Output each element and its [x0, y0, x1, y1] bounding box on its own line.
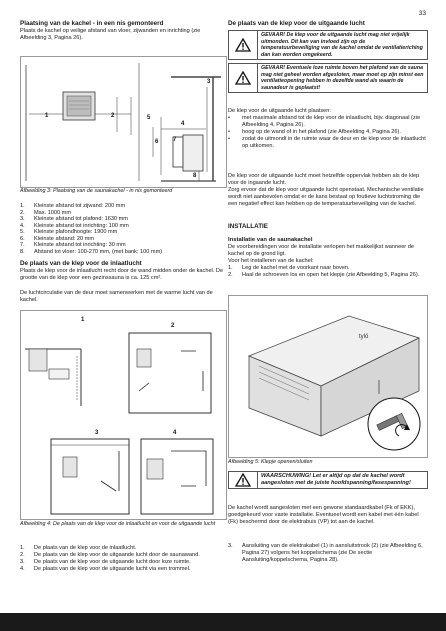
inlet-text-2: De luchtcirculatie van de deur moet samenwerken met de warme lucht van de kachel.	[20, 290, 213, 303]
figure-3-drawing	[21, 57, 226, 187]
subheading-install-heater: Installatie van de saunakachel	[228, 237, 313, 243]
fig3-label-5: 5	[147, 115, 151, 121]
vent-position-list	[20, 545, 225, 573]
list-item: 1. De plaats van de klep voor de inlaatlucht.	[20, 545, 137, 551]
fig3-label-2: 2	[111, 113, 115, 119]
list-item: 3. Aansluiting van de elektrakabel (1) in aansluitstrook (2) (zie Afbeelding 6, Pagina 27) volgens het koppelschema (zie De sectie Aansluiting/koppelschema, Pagina 28).	[228, 543, 423, 563]
install-intro: Voor het installeren van de kachel:	[228, 258, 314, 264]
list-item: 2. De plaats van de klep voor de uitgaande lucht door de saunawand.	[20, 551, 200, 558]
list-item: 4. De plaats van de klep voor de uitgaande lucht via een trommel.	[20, 565, 191, 572]
section-heading-inlet: De plaats van de klep voor de inlaatlucht	[20, 260, 142, 267]
page-footer-bar	[0, 613, 446, 631]
figure-3-heater-niche	[20, 56, 227, 188]
fig4-label-2: 2	[171, 323, 175, 329]
figure-5-drawing	[229, 296, 427, 457]
connection-text: De kachel wordt aangesloten met een gewone standaardkabel (Fk of EKK), goedgekeurd voor vaste installatie. Eventueel wordt een kabel met één kabel (Fk) beschermd door de elektrabuis (VP) tot aan de kachel.	[228, 505, 419, 525]
fig4-label-4: 4	[173, 430, 177, 436]
clearance-list	[20, 203, 225, 255]
outlet-para-2: Zorg ervoor dat de klep voor uitgaande lucht openstaat. Mechanische ventilatie wordt niet aanbevolen omdat er de kans bestaat op foutieve luchtstroming die een negatief effect kan hebben op de temperatuurbeveiliging van de kachel.	[228, 187, 424, 207]
fig4-label-3: 3	[95, 430, 99, 436]
install-steps	[228, 265, 426, 279]
list-item: 5. Kleinste plafondhoogte: 1900 mm	[20, 229, 118, 235]
fig3-label-7: 7	[173, 137, 177, 143]
fig3-label-1: 1	[45, 113, 49, 119]
list-item: 3. De plaats van de klep voor de uitgaande lucht door loze ruimte.	[20, 558, 191, 565]
list-item: 4. Kleinste afstand tot inrichting: 100 mm	[20, 222, 129, 229]
figure-5-caption: Afbeelding 5: Klepje openen/sluiten	[228, 459, 313, 465]
list-item: 8. Afstand tot vloer: 100-270 mm, (met bank: 100 mm)	[20, 248, 163, 255]
inlet-text-1: Plaats de klep voor de inlaatlucht recht door de wand midden onder de kachel. De grootte van de klep voor een gezinssauna is ca. 125 cm².	[20, 268, 224, 281]
list-item: 6. Kleinste afstand: 20 mm	[20, 235, 95, 242]
warning-icon	[229, 64, 258, 92]
section-heading-installation: INSTALLATIE	[228, 223, 268, 230]
section-heading-placement: Plaatsing van de kachel - in een nis gemonteerd	[20, 20, 164, 27]
list-item: 3. Kleinste afstand tot plafond: 1630 mm	[20, 216, 128, 222]
warning-icon	[229, 31, 258, 59]
figure-4-vent-positions	[20, 310, 227, 520]
fig3-label-4: 4	[181, 121, 185, 127]
tylo-logo: tylö	[359, 334, 369, 340]
outlet-intro: De klep voor de uitgaande lucht plaatsen:	[228, 108, 331, 114]
list-item: 2. Max. 1000 mm	[20, 209, 71, 216]
figure-5-open-flap	[228, 295, 428, 458]
list-item: 1. Kleinste afstand tot zijwand: 200 mm	[20, 203, 126, 209]
placement-intro: Plaats de kachel op veilige afstand van vloer, zijwanden en inrichting (zie Afbeelding 3, Pagina 26).	[20, 28, 201, 41]
outlet-para-1: De klep voor de uitgaande lucht moet hetzelfde oppervlak hebben als de klep voor de ingaande lucht.	[228, 173, 420, 186]
warning-text: WAARSCHUWING! Let er altijd op dat de kachel wordt aangesloten met de juiste hoofdspanning/fasespanning!	[261, 473, 411, 486]
list-item: • met maximale afstand tot de klep voor de inlaatlucht, bijv. diagonaal (zie Afbeelding 4, Pagina 26).	[228, 115, 421, 128]
fig3-label-3: 3	[207, 79, 211, 85]
danger-notice-2	[228, 63, 428, 93]
figure-4-drawing	[21, 311, 226, 519]
danger-text-1: GEVAAR! De klep voor de uitgaande lucht mag niet vrijelijk uitmonden. Dit kan van invloed zijn op de temperatuurbeveiliging van de kachel omdat de ventilatieriching dan kan worden omgekeerd.	[261, 32, 423, 58]
danger-notice-1	[228, 30, 428, 60]
list-item: 7. Kleinste afstand tot inrichting: 30 mm	[20, 242, 126, 248]
warning-notice	[228, 471, 428, 489]
fig3-label-8: 8	[193, 173, 197, 179]
list-item: 1. Leg de kachel met de voorkant naar boven.	[228, 265, 350, 271]
section-heading-outlet: De plaats van de klep voor de uitgaande lucht	[228, 20, 365, 27]
list-item: 2. Haal de schroeven los en open het klepje (zie Afbeelding 5, Pagina 26).	[228, 271, 420, 278]
danger-text-2: GEVAAR! Eventuele loze ruimte boven het plafond van de sauna mag niet geheel worden afgesloten, maar moet op zijn minst een ventilatieopening hebben in dezelfde wand als waarin de saunadeur is geplaatst!	[261, 65, 424, 91]
list-item: • hoog op de wand of in het plafond (zie Afbeelding 4, Pagina 26).	[228, 128, 401, 135]
page-number: 33	[418, 10, 426, 17]
list-item: • zodat de uitmondt in de ruimte waar de deur en de klep voor de inlaatlucht op uitkomen.	[228, 135, 426, 149]
warning-icon	[229, 472, 258, 488]
figure-3-caption: Afbeelding 3: Plaatsing van de saunakachel - in nis gemonteerd	[20, 188, 173, 194]
install-text: De voorbereidingen voor de installatie verlopen het makkelijkst wanneer de kachel op de grond ligt.	[228, 244, 414, 257]
outlet-bullets	[228, 115, 426, 150]
fig4-label-1: 1	[81, 317, 85, 323]
fig3-label-6: 6	[155, 139, 159, 145]
connection-step	[228, 543, 426, 564]
figure-4-caption: Afbeelding 4: De plaats van de klep voor de inlaatlucht en voor de uitgaande lucht	[20, 521, 216, 527]
